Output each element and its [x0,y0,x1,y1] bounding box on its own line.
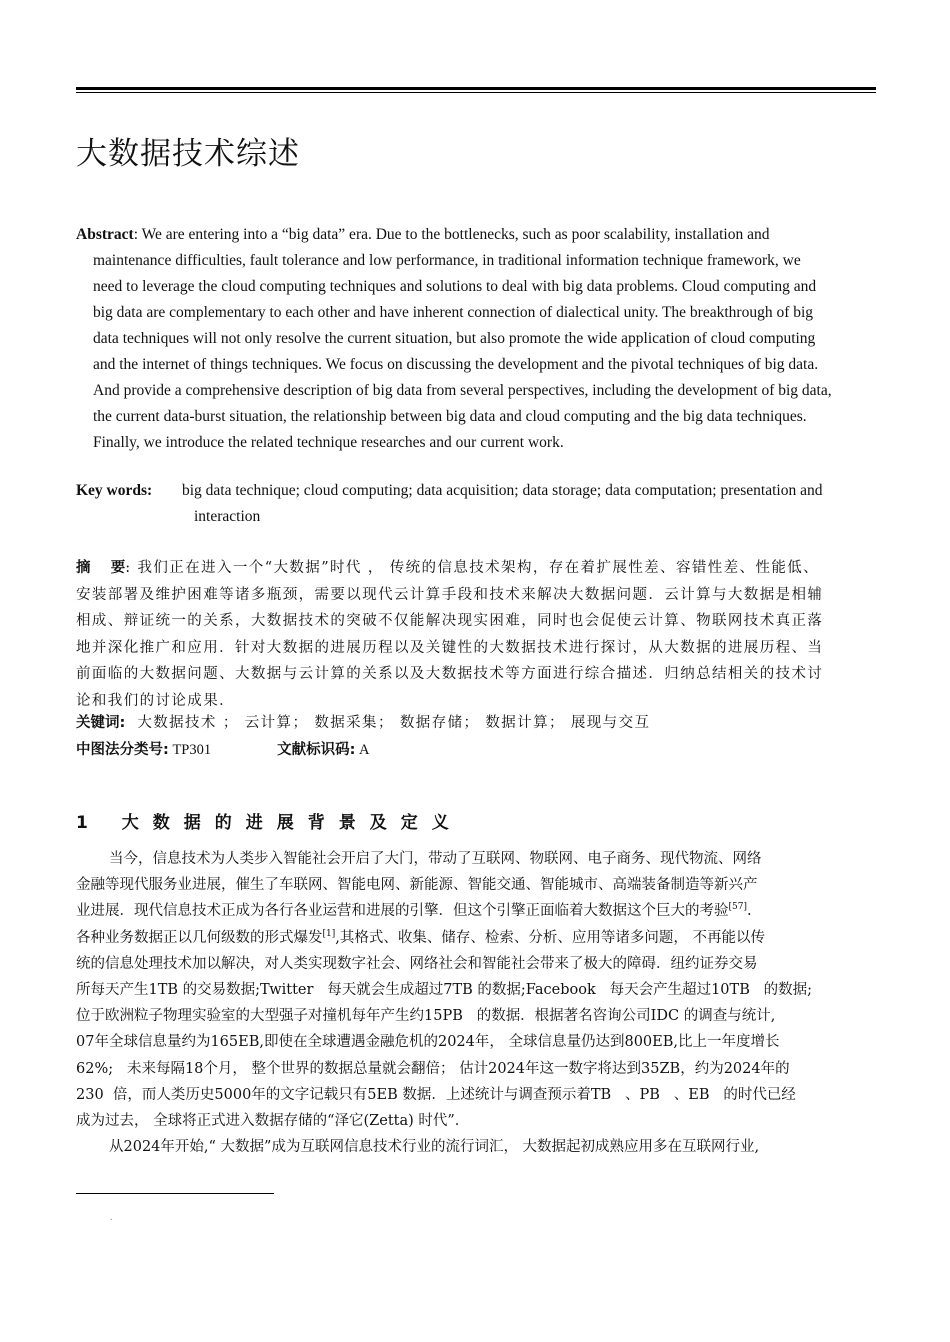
citation: [1] [322,928,336,939]
footnote-rule [76,1193,274,1194]
abstract-line: big data are complementary to each other and have inherent connection of dialectical unity. The breakthrough of big [93,304,814,321]
section-title: 大数据的进展背景及定义 [121,813,463,833]
body-line: 位于欧洲粒子物理实验室的大型强子对撞机每年产生约15PB 的数据．根据著名咨询公司IDC 的调查与统计, [76,1008,776,1025]
body-line: 各种业务数据正以几何级数的形式爆发[1],其格式、收集、储存、检索、分析、应用等诸多问题， 不再能以传 [76,928,765,946]
keywords-zh-label: 关键词: [76,715,126,731]
citation: [57] [728,902,747,913]
abstract-zh-line: 相成、辩证统一的关系，大数据技术的突破不仅能解决现实困难，同时也会促使云计算、物联网技术真正落 [76,613,824,629]
classification-line [76,738,370,759]
abstract-zh: 摘 要: 我们正在进入一个“大数据”时代 ， 传统的信息技术架构，存在着扩展性差、容错性差、性能低、 安装部署及维护困难等诸多瓶颈，需要以现代云计算手段和技术来解决大数据问题．云计算与大数据是相辅 相成、辩证统一的关系，大数据技术的突破不仅能解决现实困难，同时也会促使云计算、物联网技术真正落 地并深化推广和应用．针对大数据的进展历程以及关键性的大数据技术进行探讨，从大数据的进展历程、当 前面临的大数据问题、大数据与云计算的关系以及大数据技术等方面进行综合描述．归纳总结相关的技术讨 论和我们的讨论成果． [76,555,876,714]
clc-label: 中图法分类号: [76,742,169,758]
header-rule-thick [76,87,876,90]
body-line: 从2024年开始,“ 大数据”成为互联网信息技术行业的流行词汇， 大数据起初成熟应用多在互联网行业, [109,1139,760,1156]
keywords-zh [76,711,650,732]
body-line: 230 倍，而人类历史5000年的文字记载只有5EB 数据．上述统计与调查预示着TB 、PB 、EB 的时代已经 [76,1086,796,1103]
footnote-mark: . [110,1212,113,1223]
body-line: 所每天产生1TB 的交易数据;Twitter 每天就会生成超过7TB 的数据;Facebook 每天会产生超过10TB 的数据; [76,982,813,999]
body-line: 金融等现代服务业进展，催生了车联网、智能电网、新能源、智能交通、智能城市、高端装备制造等新兴产 [76,877,758,894]
header-rule-thin [76,92,876,93]
keywords-zh-text: 大数据技术 ； 云计算； 数据采集； 数据存储； 数据计算； 展现与交互 [125,715,651,731]
abstract-line: Abstract: We are entering into a “big data” era. Due to the bottlenecks, such as poor scalability, installation and [76,226,770,243]
body-line: 当今，信息技术为人类步入智能社会开启了大门，带动了互联网、物联网、电子商务、现代物流、网络 [109,851,762,867]
abstract-zh-line: 地并深化推广和应用．针对大数据的进展历程以及关键性的大数据技术进行探讨，从大数据的进展历程、当 [76,639,824,656]
body-line: 07年全球信息量约为165EB,即使在全球遭遇金融危机的2024年， 全球信息量仍达到800EB,比上一年度增长 [76,1034,780,1051]
abstract-label: Abstract [76,226,134,243]
abstract-line: data techniques will not only resolve the current situation, but also promote the wide application of cloud computing [93,330,816,347]
abstract-line: maintenance difficulties, fault tolerance and low performance, in traditional information technique framework, we [93,252,801,269]
section-heading [76,808,463,833]
doc-code-value: A [355,742,370,758]
doc-code-label: 文献标识码: [277,742,356,758]
abstract-zh-line: 安装部署及维护困难等诸多瓶颈，需要以现代云计算手段和技术来解决大数据问题．云计算与大数据是相辅 [76,586,824,603]
abstract-en [76,222,874,456]
body-line: 成为过去， 全球将正式进入数据存储的“泽它(Zetta) 时代”． [76,1113,470,1130]
abstract-zh-line: 前面临的大数据问题、大数据与云计算的关系以及大数据技术等方面进行综合描述．归纳总结相关的技术讨 [76,666,824,682]
body-line: 统的信息处理技术加以解决，对人类实现数字社会、网络社会和智能社会带来了极大的障碍．纽约证券交易 [76,955,758,972]
keywords-en-label: Key words: [76,482,153,499]
section-number: 1 [76,813,102,833]
body-line: 业进展．现代信息技术正成为各行各业运营和进展的引擎．但这个引擎正面临着大数据这个巨大的考验[57]. [76,902,752,920]
keywords-en [76,478,874,530]
keywords-en-text-cont: interaction [194,508,261,525]
abstract-zh-line: 论和我们的讨论成果． [76,692,235,709]
abstract-line: and the internet of things techniques. We focus on discussing the development and the pivotal techniques of big data. [93,356,819,373]
keywords-en-text: big data technique; cloud computing; data acquisition; data storage; data computation; presentation and [182,482,823,499]
body-text [76,846,876,1160]
body-line: 62%; 未来每隔18个月， 整个世界的数据总量就会翻倍； 估计2024年这一数字将达到35ZB，约为2024年的 [76,1060,790,1077]
abstract-line: Finally, we introduce the related technique researches and our current work. [93,434,564,451]
abstract-line: the current data-burst situation, the relationship between big data and cloud computing and the big data techniques. [93,408,807,425]
clc-value: TP301 [168,742,212,758]
abstract-line: And provide a comprehensive description of big data from several perspectives, including the development of big data, [93,382,832,399]
abstract-zh-label: 摘 要 [76,560,126,576]
paper-title: 大数据技术综述 [76,136,300,172]
abstract-line: need to leverage the cloud computing techniques and solutions to deal with big data problems. Cloud computing and [93,278,817,295]
